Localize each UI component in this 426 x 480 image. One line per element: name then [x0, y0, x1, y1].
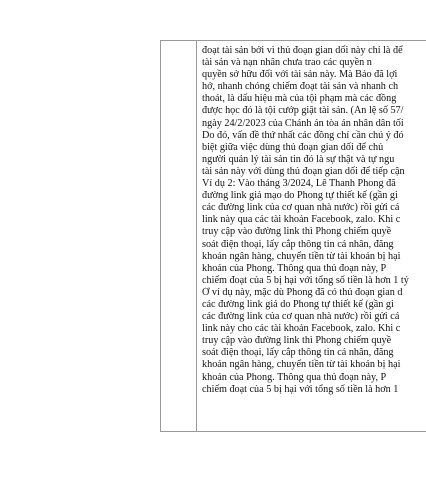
text-line: link này cho các tài khoản Facebook, zalo. Khi c [202, 323, 401, 335]
text-line: khoản của Phong. Thông qua thủ đoạn này, P [202, 371, 387, 383]
text-line: soát điện thoại, lấy cắp thông tin cá nhân, đăng [202, 347, 394, 359]
text-line: chiếm đoạt của 5 bị hại với tổng số tiền là hơn 1 [202, 383, 399, 395]
content-cell [202, 45, 426, 396]
column-divider [196, 41, 197, 431]
text-line: khoản ngân hàng, chuyển tiền từ tài khoản bị hại [202, 250, 401, 262]
text-line: chiếm đoạt của 5 bị hại với tổng số tiền là hơn 1 tỷ [202, 274, 409, 286]
text-line: truy cập vào đường link thì Phong chiếm quyề [202, 335, 392, 347]
text-line: đoạt tài sản bởi vì thủ đoạn gian dối này chỉ là để [202, 45, 403, 56]
document-table [160, 40, 426, 432]
text-line: được học đó là tội cướp giật tài sản. (Án lệ số 57/ [202, 105, 404, 117]
text-line: soát điện thoại, lấy cắp thông tin cá nhân, đăng [202, 238, 394, 250]
text-line: đường link giả mạo do Phong tự thiết kế (gần gi [202, 190, 398, 202]
text-line: các đường link giả do Phong tự thiết kế (gần gi [202, 298, 394, 310]
text-line: ngày 24/2/2023 của Chánh án tòa án nhân dân tối [202, 117, 404, 129]
text-line: link này qua các tài khoản Facebook, zalo. Khi c [202, 214, 401, 226]
text-line: Do đó, vấn đề thứ nhất các đồng chí cần chú ý đó [202, 129, 404, 141]
text-line: khoản của Phong. Thông qua thủ đoạn này, P [202, 262, 387, 274]
text-line: khoản ngân hàng, chuyển tiền từ tài khoản bị hại [202, 359, 401, 371]
text-line: Ở ví dụ này, mặc dù Phong đã có thủ đoạn gian d [202, 286, 403, 298]
text-line: tài sản này với dùng thủ đoạn gian dối để tiếp cận [202, 165, 405, 177]
text-line: quyền sở hữu đối với tài sản này. Mà Bảo đã lợi [202, 69, 398, 81]
text-line: tài sản và nạn nhân chưa trao các quyền n [202, 57, 372, 69]
text-line: biệt giữa việc dùng thủ đoạn gian dối để chủ [202, 141, 384, 153]
text-line: người quản lý tài sản tin đó là sự thật và tự ngu [202, 153, 395, 165]
text-line: thoát, là dấu hiệu mà của tội phạm mà các đồng [202, 93, 397, 105]
text-line: Ví dụ 2: Vào tháng 3/2024, Lê Thanh Phong đã [202, 178, 396, 190]
text-line: các đường link của cơ quan nhà nước) rồi gửi cá [202, 311, 400, 323]
text-line: truy cập vào đường link thì Phong chiếm quyề [202, 226, 392, 238]
text-line: hở, nhanh chóng chiếm đoạt tài sản và nhanh ch [202, 81, 399, 93]
text-line: các đường link của cơ quan nhà nước) rồi gửi cá [202, 202, 400, 214]
